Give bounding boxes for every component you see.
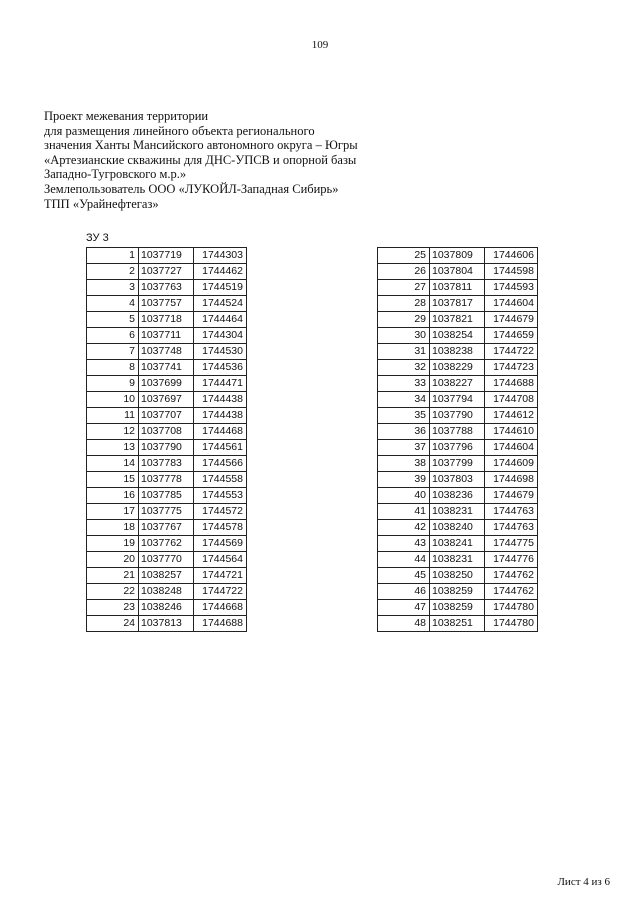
coordinate-y: 1744722 (485, 344, 538, 360)
coordinate-x: 1038254 (430, 328, 485, 344)
point-number: 28 (378, 296, 430, 312)
header-line: «Артезианские скважины для ДНС-УПСВ и опорной базы (44, 152, 357, 167)
coordinate-y: 1744519 (194, 280, 247, 296)
table-row (87, 264, 247, 280)
table-row (87, 472, 247, 488)
table-row (87, 616, 247, 632)
sheet-footer: Лист 4 из 6 (557, 876, 610, 888)
coordinate-y: 1744610 (485, 424, 538, 440)
point-number: 39 (378, 472, 430, 488)
point-number: 5 (87, 312, 139, 328)
table-row (87, 392, 247, 408)
coordinate-x: 1037727 (139, 264, 194, 280)
table-row (378, 584, 538, 600)
point-number: 42 (378, 520, 430, 536)
coordinate-x: 1038240 (430, 520, 485, 536)
coordinate-y: 1744775 (485, 536, 538, 552)
coordinate-x: 1037794 (430, 392, 485, 408)
table-row (87, 504, 247, 520)
point-number: 47 (378, 600, 430, 616)
table-row (378, 488, 538, 504)
coordinate-x: 1038229 (430, 360, 485, 376)
coordinate-x: 1037708 (139, 424, 194, 440)
coordinate-x: 1038238 (430, 344, 485, 360)
point-number: 8 (87, 360, 139, 376)
point-number: 21 (87, 568, 139, 584)
point-number: 44 (378, 552, 430, 568)
table-row (87, 488, 247, 504)
coordinate-y: 1744679 (485, 312, 538, 328)
coordinate-x: 1037697 (139, 392, 194, 408)
point-number: 10 (87, 392, 139, 408)
table-row (87, 456, 247, 472)
table-row (378, 456, 538, 472)
coordinate-y: 1744776 (485, 552, 538, 568)
point-number: 36 (378, 424, 430, 440)
coordinate-x: 1037796 (430, 440, 485, 456)
coordinate-y: 1744604 (485, 440, 538, 456)
point-number: 3 (87, 280, 139, 296)
coordinate-y: 1744438 (194, 392, 247, 408)
coordinate-y: 1744566 (194, 456, 247, 472)
point-number: 35 (378, 408, 430, 424)
table-row (378, 312, 538, 328)
point-number: 18 (87, 520, 139, 536)
point-number: 7 (87, 344, 139, 360)
coordinate-x: 1037790 (139, 440, 194, 456)
point-number: 26 (378, 264, 430, 280)
coordinate-x: 1038227 (430, 376, 485, 392)
point-number: 38 (378, 456, 430, 472)
coordinate-x: 1038241 (430, 536, 485, 552)
document-header (44, 109, 358, 211)
coordinate-x: 1037762 (139, 536, 194, 552)
table-row (87, 536, 247, 552)
coordinate-y: 1744723 (485, 360, 538, 376)
point-number: 32 (378, 360, 430, 376)
point-number: 48 (378, 616, 430, 632)
coordinate-x: 1037821 (430, 312, 485, 328)
point-number: 22 (87, 584, 139, 600)
coordinate-x: 1038246 (139, 600, 194, 616)
plot-label: ЗУ 3 (86, 232, 109, 244)
coordinate-y: 1744572 (194, 504, 247, 520)
coordinate-y: 1744762 (485, 568, 538, 584)
coordinate-x: 1037799 (430, 456, 485, 472)
point-number: 20 (87, 552, 139, 568)
coordinate-y: 1744763 (485, 520, 538, 536)
point-number: 23 (87, 600, 139, 616)
coordinate-y: 1744659 (485, 328, 538, 344)
table-row (378, 392, 538, 408)
coordinate-x: 1037711 (139, 328, 194, 344)
coordinate-y: 1744564 (194, 552, 247, 568)
table-row (87, 440, 247, 456)
table-row (378, 536, 538, 552)
table-row (87, 376, 247, 392)
coordinates-table-right (377, 247, 538, 632)
coordinate-x: 1037785 (139, 488, 194, 504)
point-number: 34 (378, 392, 430, 408)
coordinate-y: 1744698 (485, 472, 538, 488)
coordinate-y: 1744688 (485, 376, 538, 392)
coordinate-x: 1038231 (430, 504, 485, 520)
point-number: 25 (378, 248, 430, 264)
coordinate-y: 1744688 (194, 616, 247, 632)
coordinate-y: 1744558 (194, 472, 247, 488)
header-line: Проект межевания территории (44, 109, 209, 123)
coordinate-x: 1037813 (139, 616, 194, 632)
point-number: 27 (378, 280, 430, 296)
point-number: 1 (87, 248, 139, 264)
table-row (87, 360, 247, 376)
coordinate-x: 1037790 (430, 408, 485, 424)
point-number: 46 (378, 584, 430, 600)
table-row (87, 568, 247, 584)
coordinate-y: 1744464 (194, 312, 247, 328)
coordinate-y: 1744471 (194, 376, 247, 392)
coordinate-x: 1037783 (139, 456, 194, 472)
table-row (378, 360, 538, 376)
point-number: 15 (87, 472, 139, 488)
coordinate-x: 1037757 (139, 296, 194, 312)
point-number: 31 (378, 344, 430, 360)
coordinate-y: 1744438 (194, 408, 247, 424)
table-row (87, 424, 247, 440)
coordinate-y: 1744524 (194, 296, 247, 312)
point-number: 9 (87, 376, 139, 392)
coordinate-y: 1744780 (485, 600, 538, 616)
coordinate-x: 1037741 (139, 360, 194, 376)
table-row (378, 376, 538, 392)
point-number: 11 (87, 408, 139, 424)
table-row (378, 424, 538, 440)
table-row (378, 248, 538, 264)
table-row (87, 296, 247, 312)
point-number: 4 (87, 296, 139, 312)
table-row (87, 552, 247, 568)
point-number: 12 (87, 424, 139, 440)
table-row (87, 408, 247, 424)
coordinate-x: 1037788 (430, 424, 485, 440)
table-row (87, 520, 247, 536)
header-line: Землепользователь ООО «ЛУКОЙЛ-Западная Сибирь» (44, 181, 339, 196)
point-number: 45 (378, 568, 430, 584)
coordinate-y: 1744606 (485, 248, 538, 264)
table-row (378, 264, 538, 280)
table-row (87, 600, 247, 616)
coordinate-y: 1744553 (194, 488, 247, 504)
table-row (378, 520, 538, 536)
coordinate-x: 1038250 (430, 568, 485, 584)
coordinate-x: 1037811 (430, 280, 485, 296)
point-number: 41 (378, 504, 430, 520)
coordinate-x: 1038257 (139, 568, 194, 584)
coordinate-x: 1037775 (139, 504, 194, 520)
coordinate-y: 1744536 (194, 360, 247, 376)
coordinate-y: 1744780 (485, 616, 538, 632)
point-number: 40 (378, 488, 430, 504)
coordinate-x: 1038259 (430, 584, 485, 600)
coordinate-x: 1037718 (139, 312, 194, 328)
table-row (87, 344, 247, 360)
table-row (87, 280, 247, 296)
point-number: 43 (378, 536, 430, 552)
table-row (87, 328, 247, 344)
point-number: 14 (87, 456, 139, 472)
table-row (378, 600, 538, 616)
table-row (87, 584, 247, 600)
point-number: 29 (378, 312, 430, 328)
coordinate-y: 1744569 (194, 536, 247, 552)
coordinate-y: 1744598 (485, 264, 538, 280)
coordinate-x: 1037803 (430, 472, 485, 488)
coordinate-y: 1744762 (485, 584, 538, 600)
coordinate-x: 1038259 (430, 600, 485, 616)
coordinate-x: 1037767 (139, 520, 194, 536)
coordinate-x: 1037748 (139, 344, 194, 360)
coordinate-y: 1744721 (194, 568, 247, 584)
coordinate-x: 1038236 (430, 488, 485, 504)
table-row (378, 296, 538, 312)
coordinate-y: 1744708 (485, 392, 538, 408)
coordinate-x: 1037707 (139, 408, 194, 424)
coordinate-x: 1037763 (139, 280, 194, 296)
table-row (87, 312, 247, 328)
point-number: 6 (87, 328, 139, 344)
coordinate-y: 1744468 (194, 424, 247, 440)
coordinate-y: 1744462 (194, 264, 247, 280)
coordinate-y: 1744722 (194, 584, 247, 600)
table-row (378, 344, 538, 360)
header-line: ТПП «Урайнефтегаз» (44, 196, 159, 211)
header-line: для размещения линейного объекта регионального (44, 123, 315, 138)
coordinate-y: 1744303 (194, 248, 247, 264)
point-number: 16 (87, 488, 139, 504)
coordinate-y: 1744609 (485, 456, 538, 472)
page-number: 109 (311, 39, 329, 51)
coordinate-y: 1744679 (485, 488, 538, 504)
table-row (378, 568, 538, 584)
table-row (378, 440, 538, 456)
coordinate-y: 1744604 (485, 296, 538, 312)
point-number: 2 (87, 264, 139, 280)
table-row (378, 552, 538, 568)
coordinate-x: 1037804 (430, 264, 485, 280)
table-row (378, 408, 538, 424)
coordinate-y: 1744763 (485, 504, 538, 520)
point-number: 24 (87, 616, 139, 632)
point-number: 19 (87, 536, 139, 552)
point-number: 13 (87, 440, 139, 456)
coordinate-y: 1744530 (194, 344, 247, 360)
table-row (378, 616, 538, 632)
coordinate-y: 1744578 (194, 520, 247, 536)
point-number: 17 (87, 504, 139, 520)
coordinate-y: 1744304 (194, 328, 247, 344)
coordinate-x: 1037719 (139, 248, 194, 264)
header-line: Западно-Тугровского м.р.» (44, 167, 187, 182)
header-line: значения Ханты Мансийского автономного округа – Югры (44, 138, 358, 153)
coordinate-x: 1037770 (139, 552, 194, 568)
table-row (378, 328, 538, 344)
coordinate-x: 1038251 (430, 616, 485, 632)
coordinate-y: 1744561 (194, 440, 247, 456)
coordinate-x: 1037778 (139, 472, 194, 488)
coordinate-x: 1037699 (139, 376, 194, 392)
table-row (378, 280, 538, 296)
coordinate-x: 1037809 (430, 248, 485, 264)
coordinate-y: 1744593 (485, 280, 538, 296)
table-row (378, 472, 538, 488)
point-number: 33 (378, 376, 430, 392)
coordinate-x: 1037817 (430, 296, 485, 312)
coordinate-y: 1744668 (194, 600, 247, 616)
table-row (378, 504, 538, 520)
point-number: 30 (378, 328, 430, 344)
table-row (87, 248, 247, 264)
coordinate-y: 1744612 (485, 408, 538, 424)
coordinates-table-left (86, 247, 247, 632)
point-number: 37 (378, 440, 430, 456)
coordinate-x: 1038248 (139, 584, 194, 600)
coordinate-x: 1038231 (430, 552, 485, 568)
